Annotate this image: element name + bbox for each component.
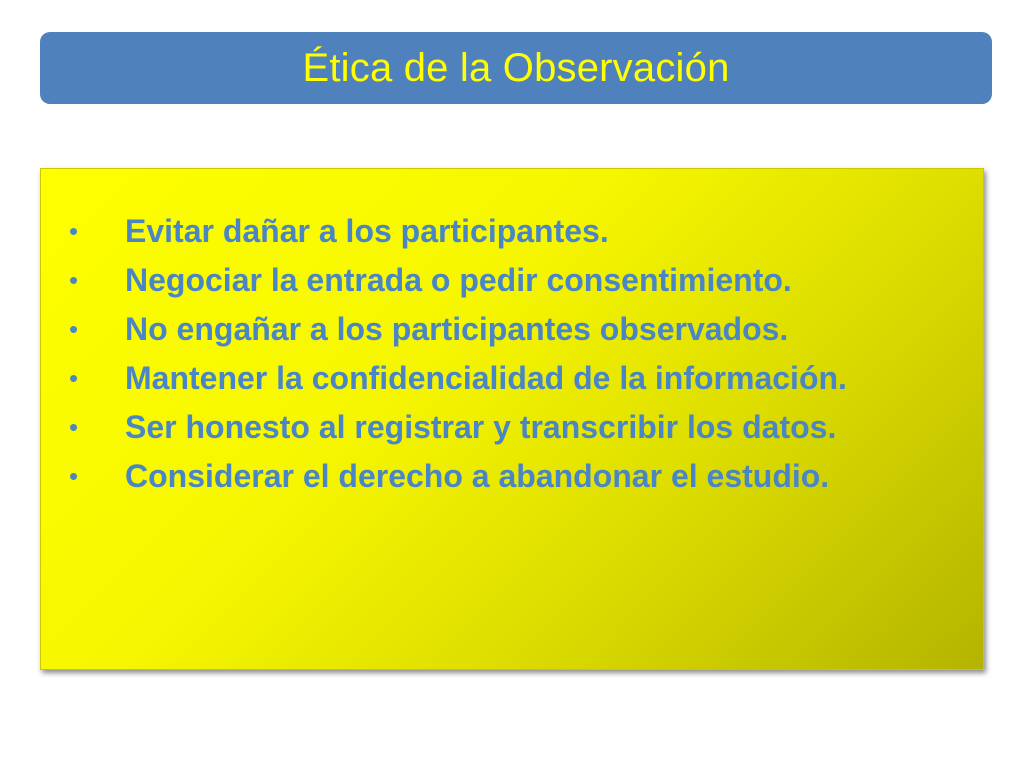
bullet-text: No engañar a los participantes observados. — [125, 311, 789, 347]
content-box — [40, 168, 984, 670]
list-item — [69, 403, 979, 452]
list-item — [69, 256, 979, 305]
bullet-icon: • — [69, 314, 79, 344]
bullet-text: Negociar la entrada o pedir consentimiento. — [125, 262, 792, 298]
list-item — [69, 305, 979, 354]
bullet-list — [69, 207, 979, 501]
bullet-icon: • — [69, 216, 79, 246]
bullet-icon: • — [69, 461, 79, 491]
list-item — [69, 354, 979, 403]
bullet-text: Evitar dañar a los participantes. — [125, 213, 609, 249]
slide-title: Ética de la Observación — [302, 45, 730, 90]
bullet-text: Ser honesto al registrar y transcribir los datos. — [125, 409, 837, 445]
bullet-icon: • — [69, 265, 79, 295]
title-bar — [40, 32, 992, 104]
list-item — [69, 452, 979, 501]
bullet-icon: • — [69, 412, 79, 442]
list-item — [69, 207, 979, 256]
bullet-text: Considerar el derecho a abandonar el estudio. — [125, 458, 830, 494]
bullet-text: Mantener la confidencialidad de la información. — [125, 360, 847, 396]
bullet-icon: • — [69, 363, 79, 393]
